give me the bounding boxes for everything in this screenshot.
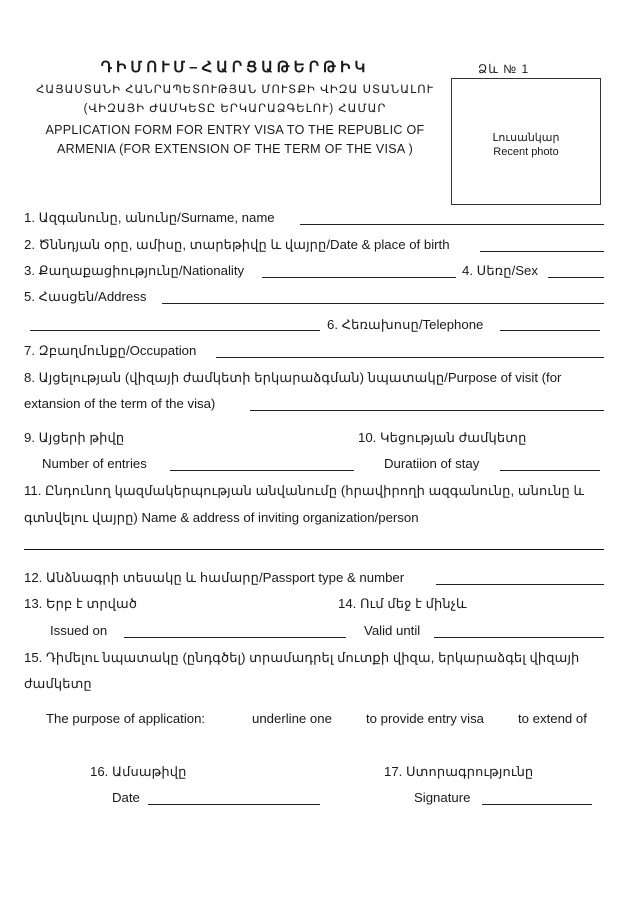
purpose-input-line[interactable] [250,410,604,411]
field-label-purpose-cont: extansion of the term of the visa) [24,396,216,411]
field-label-signature-armenian: 17. Ստորագրությունը [384,764,534,779]
field-label-inviting-armenian: 11. Ընդունող կազմակերպության անվանումը (հրավիրողի ազգանունը, անունը և [24,483,585,498]
field-label-entries-armenian: 9. Այցերի թիվը [24,430,125,445]
address-input-line-2[interactable] [30,330,320,331]
field-label-occupation: 7. Զբաղմունքը/Occupation [24,343,197,358]
field-label-surname: 1. Ազգանունը, անունը/Surname, name [24,210,275,225]
telephone-input-line[interactable] [500,330,600,331]
field-label-stay-armenian: 10. Կեցության ժամկետը [358,430,527,445]
field-label-inviting: գտնվելու վայրը) Name & address of inviting organization/person [24,510,419,525]
form-subtitle-armenian-line1: ՀԱՅԱՍՏԱՆԻ ՀԱՆՐԱՊԵՏՈՒԹՅԱՆ ՄՈՒՏՔԻ ՎԻԶԱ ՍՏԱՆԱԼՈՒ [36,84,434,96]
field-label-valid-armenian: 14. Ում մեջ է մինչև [338,596,467,611]
field-label-valid: Valid until [364,623,421,638]
surname-input-line[interactable] [300,224,604,225]
field-label-nationality: 3. Քաղաքացիությունը/Nationality [24,263,245,278]
passport-input-line[interactable] [436,584,604,585]
option-extend-visa[interactable]: to extend of [518,711,587,726]
field-label-stay: Duratiion of stay [384,456,480,471]
field-label-address: 5. Հասցեն/Address [24,289,147,304]
field-label-purpose: 8. Այցելության (վիզայի ժամկետի երկարաձգման) նպատակը/Purpose of visit (for [24,370,562,385]
form-title-armenian: ԴԻՄՈՒՄ–ՀԱՐՑԱԹԵՐԹԻԿ [100,59,370,76]
option-provide-entry-visa[interactable]: to provide entry visa [366,711,485,726]
field-label-application-purpose-armenian: 15. Դիմելու նպատակը (ընդգծել) տրամադրել մուտքի վիզա, երկարաձգել վիզայի [24,650,580,665]
field-label-signature: Signature [414,790,471,805]
form-title-english-line1: APPLICATION FORM FOR ENTRY VISA TO THE REPUBLIC OF [45,123,425,137]
form-subtitle-armenian-line2: (ՎԻԶԱՅԻ ԺԱՄԿԵՏԸ ԵՐԿԱՐԱՁԳԵԼՈՒ) ՀԱՄԱՐ [83,103,387,115]
nationality-input-line[interactable] [262,277,456,278]
photo-label-english: Recent photo [493,146,559,158]
entries-input-line[interactable] [170,470,354,471]
sex-input-line[interactable] [548,277,604,278]
form-title-english-line2: ARMENIA (FOR EXTENSION OF THE TERM OF THE VISA ) [56,142,414,156]
field-label-birth: 2. Ծննդյան օրը, ամիսը, տարեթիվը և վայրը/Date & place of birth [24,237,450,252]
address-input-line-1[interactable] [162,303,604,304]
field-label-entries: Number of entries [42,456,147,471]
inviting-input-line[interactable] [24,549,604,550]
issued-input-line[interactable] [124,637,346,638]
field-label-telephone: 6. Հեռախոսը/Telephone [327,317,484,332]
purpose-of-application-label: The purpose of application: [46,711,206,726]
stay-input-line[interactable] [500,470,600,471]
signature-input-line[interactable] [482,804,592,805]
photo-label-armenian: Լուսանկար [492,132,560,144]
birth-input-line[interactable] [480,251,604,252]
form-number: Ձև № 1 [478,62,530,76]
field-label-date: Date [112,790,140,805]
field-label-issued: Issued on [50,623,108,638]
field-label-sex: 4. Սեռը/Sex [462,263,538,278]
occupation-input-line[interactable] [216,357,604,358]
date-input-line[interactable] [148,804,320,805]
field-label-passport: 12. Անձնագրի տեսակը և համարը/Passport type & number [24,570,405,585]
valid-input-line[interactable] [434,637,604,638]
field-label-date-armenian: 16. Ամսաթիվը [90,764,187,779]
field-label-application-purpose-armenian-cont: ժամկետը [24,676,92,691]
purpose-underline-hint: underline one [252,711,332,726]
field-label-issued-armenian: 13. Երբ է տրված [24,596,138,611]
photo-box[interactable] [451,78,601,205]
